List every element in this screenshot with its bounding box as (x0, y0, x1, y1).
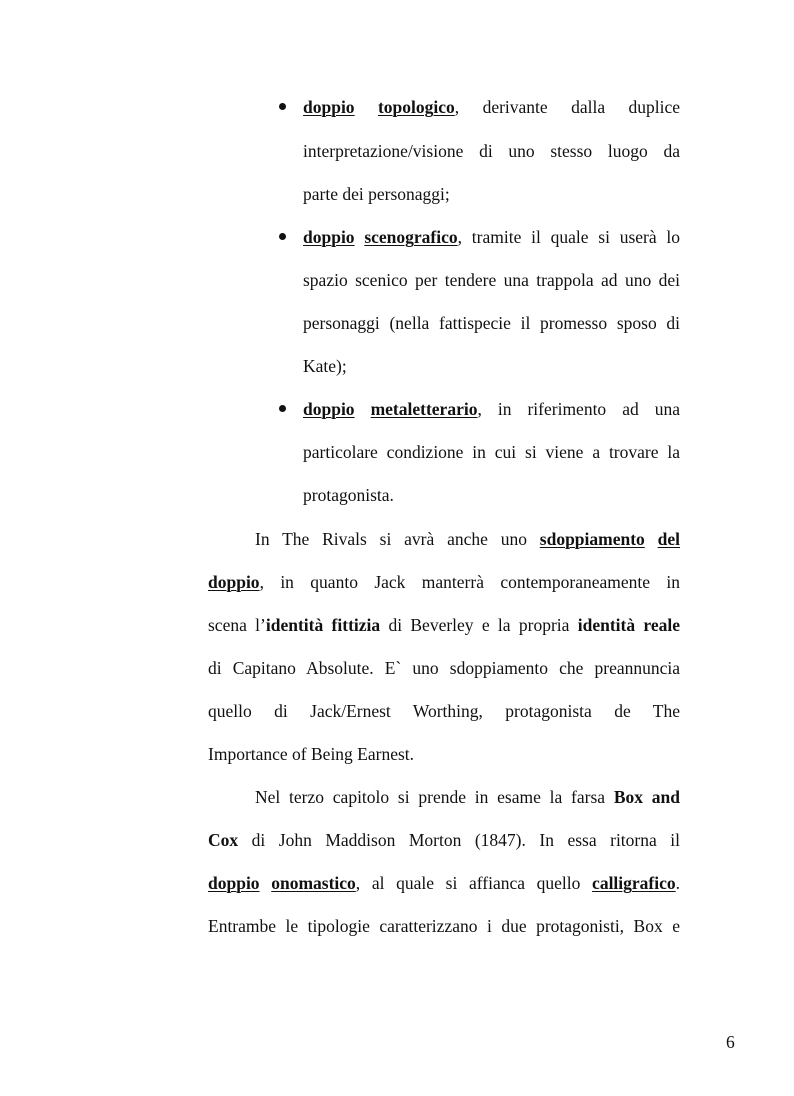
text-line: Cox di John Maddison Morton (1847). In essa ritorna il (208, 830, 680, 850)
text-line: Entrambe le tipologie caratterizzano i due protagonisti, Box e (208, 916, 680, 936)
text-line: parte dei personaggi; (303, 184, 450, 204)
text-line: particolare condizione in cui si viene a trovare la (303, 442, 680, 462)
text-line: doppio metaletterario, in riferimento ad una (303, 399, 680, 419)
text-line: doppio, in quanto Jack manterrà contemporaneamente in (208, 572, 680, 592)
bullet-dot (279, 405, 286, 412)
text-line: protagonista. (303, 485, 394, 505)
text-line: doppio onomastico, al quale si affianca quello calligrafico. (208, 873, 680, 893)
text-line: scena l’identità fittizia di Beverley e la propria identità reale (208, 615, 680, 635)
text-line: di Capitano Absolute. E` uno sdoppiamento che preannuncia (208, 658, 680, 678)
text-line: In The Rivals si avrà anche uno sdoppiamento del (255, 529, 681, 549)
text-line: personaggi (nella fattispecie il promesso sposo di (303, 313, 680, 333)
text-line: spazio scenico per tendere una trappola ad uno dei (303, 270, 680, 290)
text-line: Nel terzo capitolo si prende in esame la farsa Box and (255, 787, 680, 807)
text-line: doppio topologico, derivante dalla duplice (303, 97, 680, 117)
text-line: Importance of Being Earnest. (208, 744, 415, 764)
text-line: doppio scenografico, tramite il quale si userà lo (303, 227, 680, 247)
bullet-dot (279, 103, 286, 110)
text-line: interpretazione/visione di uno stesso luogo da (303, 141, 680, 161)
page-number: 6 (726, 1032, 735, 1052)
text-line: quello di Jack/Ernest Worthing, protagonista de The (208, 701, 680, 721)
bullet-dot (279, 233, 286, 240)
text-line: Kate); (303, 356, 347, 376)
